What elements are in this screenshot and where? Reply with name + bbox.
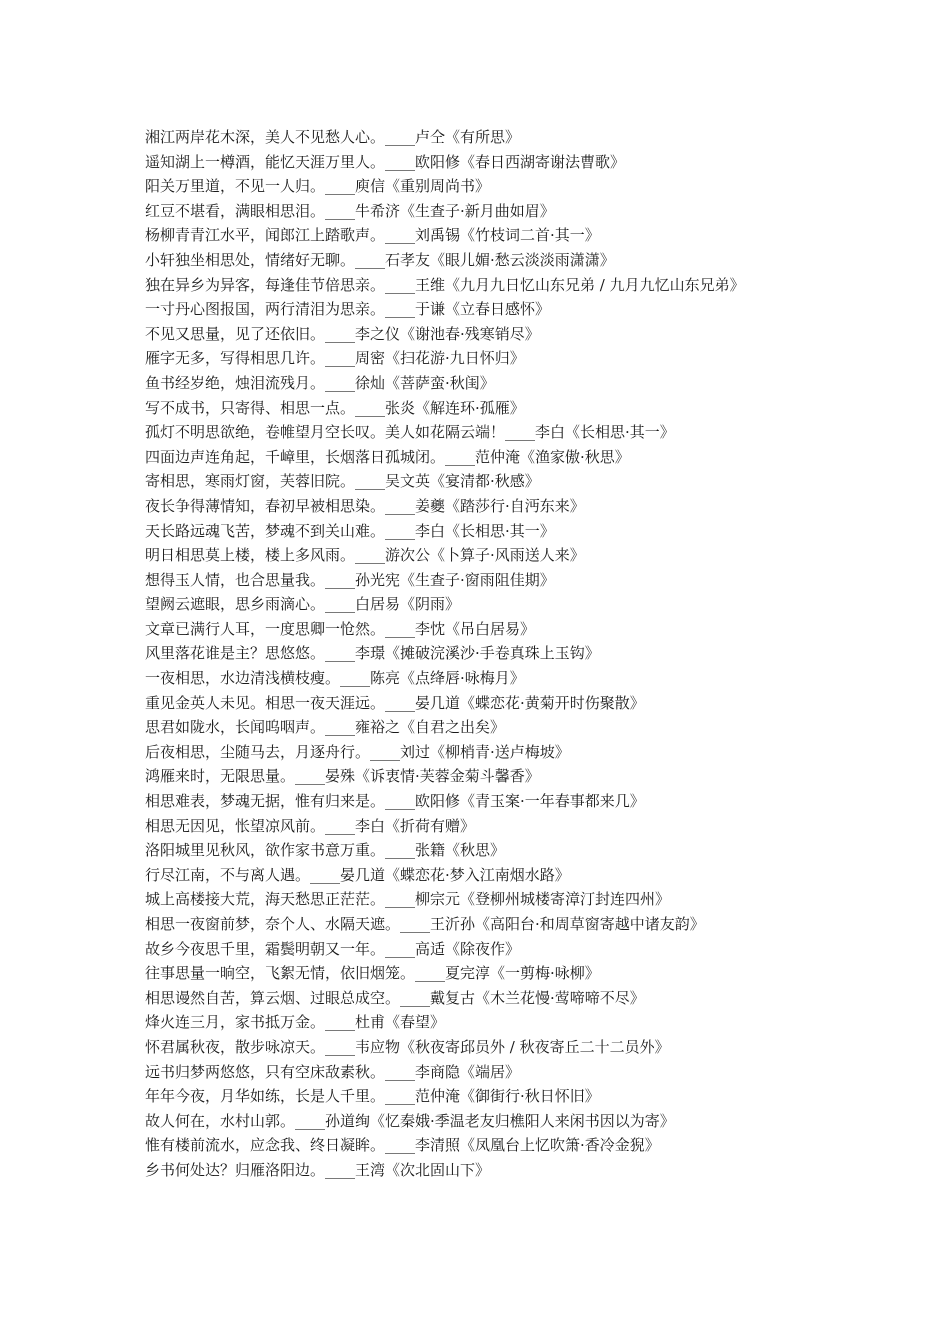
poem-line: 一夜相思，水边清浅横枝瘦。____陈亮《点绛唇·咏梅月》 [145,669,525,688]
poem-line: 夜长争得薄情知，春初早被相思染。____姜夔《踏莎行·自沔东来》 [145,496,585,515]
poem-line: 寄相思，寒雨灯窗，芙蓉旧院。____吴文英《宴清都·秋感》 [145,472,540,491]
poem-line: 想得玉人情，也合思量我。____孙光宪《生查子·窗雨阻佳期》 [145,570,555,589]
poem-line: 年年今夜，月华如练，长是人千里。____范仲淹《御街行·秋日怀旧》 [145,1087,600,1106]
poem-line: 写不成书，只寄得、相思一点。____张炎《解连环·孤雁》 [145,398,525,417]
poem-line: 鱼书经岁绝，烛泪流残月。____徐灿《菩萨蛮·秋闺》 [145,373,495,392]
poem-line: 小轩独坐相思处，情绪好无聊。____石孝友《眼儿媚·愁云淡淡雨潇潇》 [145,250,615,269]
poem-line: 怀君属秋夜，散步咏凉天。____韦应物《秋夜寄邱员外 / 秋夜寄丘二十二员外》 [145,1037,670,1056]
poem-line: 天长路远魂飞苦，梦魂不到关山难。____李白《长相思·其一》 [145,521,555,540]
poem-line: 远书归梦两悠悠，只有空床敌素秋。____李商隐《端居》 [145,1062,521,1081]
poem-line: 雁字无多，写得相思几许。____周密《扫花游·九日怀归》 [145,349,525,368]
poem-line: 相思一夜窗前梦，奈个人、水隔天遮。____王沂孙《高阳台·和周草窗寄越中诸友韵》 [145,915,705,933]
poem-line: 行尽江南，不与离人遇。____晏几道《蝶恋花·梦入江南烟水路》 [145,865,570,884]
poem-line: 湘江两岸花木深，美人不见愁人心。____卢仝《有所思》 [145,128,521,146]
poem-line: 红豆不堪看，满眼相思泪。____牛希济《生查子·新月曲如眉》 [145,201,555,220]
poem-quote-list [145,125,815,1183]
poem-line: 孤灯不明思欲绝，卷帷望月空长叹。美人如花隔云端！____李白《长相思·其一》 [145,423,675,442]
poem-line: 相思无因见，怅望凉风前。____李白《折荷有赠》 [145,816,476,835]
poem-line: 相思难表，梦魂无据，惟有归来是。____欧阳修《青玉案·一年春事都来几》 [145,792,645,811]
poem-line: 风里落花谁是主？思悠悠。____李璟《摊破浣溪沙·手卷真珠上玉钩》 [145,644,600,663]
poem-line: 杨柳青青江水平，闻郎江上踏歌声。____刘禹锡《竹枝词二首·其一》 [145,226,600,245]
poem-line: 阳关万里道，不见一人归。____庾信《重别周尚书》 [145,177,491,196]
poem-line: 遥知湖上一樽酒，能忆天涯万里人。____欧阳修《春日西湖寄谢法曹歌》 [145,152,626,171]
poem-line: 后夜相思，尘随马去，月逐舟行。____刘过《柳梢青·送卢梅坡》 [145,742,570,761]
poem-line: 独在异乡为异客，每逢佳节倍思亲。____王维《九月九日忆山东兄弟 / 九月九忆山东兄弟》 [145,275,745,294]
poem-line: 四面边声连角起，千嶂里，长烟落日孤城闭。____范仲淹《渔家傲·秋思》 [145,447,630,466]
poem-line: 相思谩然自苦，算云烟、过眼总成空。____戴复古《木兰花慢·莺啼啼不尽》 [145,988,645,1007]
poem-line: 乡书何处达？归雁洛阳边。____王湾《次北固山下》 [145,1160,491,1179]
poem-line: 明日相思莫上楼，楼上多风雨。____游次公《卜算子·风雨送人来》 [145,546,585,565]
poem-line: 惟有楼前流水，应念我、终日凝眸。____李清照《凤凰台上忆吹箫·香冷金猊》 [145,1136,660,1155]
poem-line: 重见金英人未见。相思一夜天涯远。____晏几道《蝶恋花·黄菊开时伤聚散》 [145,693,645,712]
poem-line: 一寸丹心图报国，两行清泪为思亲。____于谦《立春日感怀》 [145,300,551,319]
poem-line: 故乡今夜思千里，霜鬓明朝又一年。____高适《除夜作》 [145,939,521,958]
poem-line: 城上高楼接大荒，海天愁思正茫茫。____柳宗元《登柳州城楼寄漳汀封连四州》 [145,890,671,909]
poem-line: 望阙云遮眼，思乡雨滴心。____白居易《阴雨》 [145,595,461,614]
poem-line: 往事思量一晌空，飞絮无情，依旧烟笼。____夏完淳《一剪梅·咏柳》 [145,964,600,983]
poem-line: 鸿雁来时，无限思量。____晏殊《诉衷情·芙蓉金菊斗馨香》 [145,767,540,786]
poem-line: 洛阳城里见秋风，欲作家书意万重。____张籍《秋思》 [145,841,506,860]
poem-line: 不见又思量，见了还依旧。____李之仪《谢池春·残寒销尽》 [145,324,540,343]
poem-line: 故人何在，水村山郭。____孙道绚《忆秦娥·季温老友归樵阳人来闲书因以为寄》 [145,1111,675,1130]
poem-line: 文章已满行人耳，一度思卿一怆然。____李忱《吊白居易》 [145,619,536,638]
poem-line: 思君如陇水，长闻呜咽声。____雍裕之《自君之出矣》 [145,718,506,737]
poem-line: 烽火连三月，家书抵万金。____杜甫《春望》 [145,1013,446,1032]
